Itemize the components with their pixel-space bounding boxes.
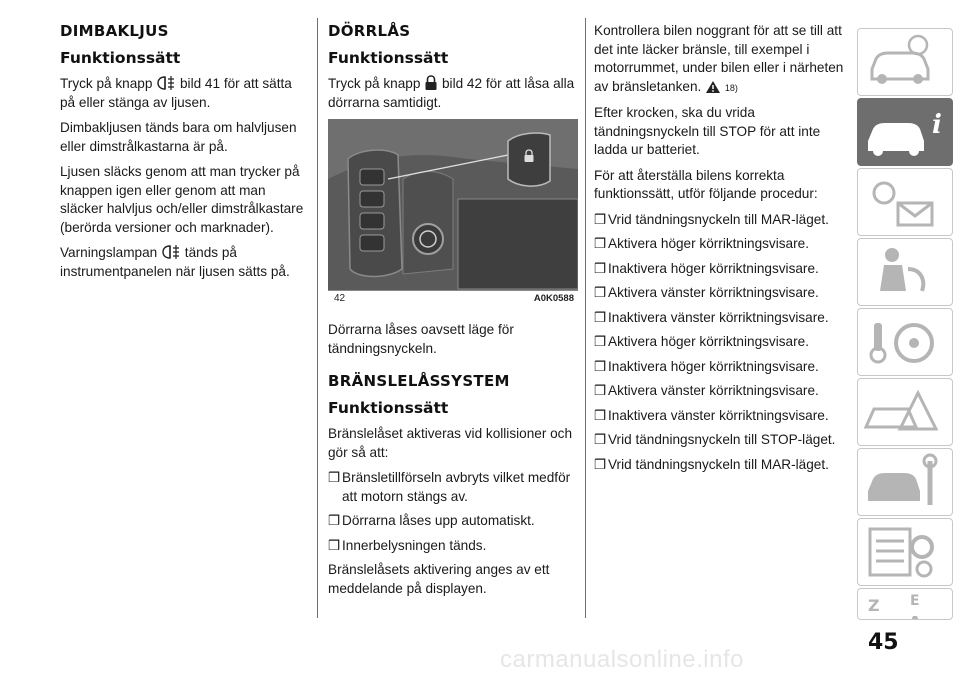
figure-caption-bar (328, 290, 578, 309)
rear-fog-light-icon (156, 75, 176, 91)
list-item-text: Inaktivera höger körriktningsvisare. (608, 260, 819, 276)
emergency-triangle-icon (858, 379, 952, 445)
list-item (594, 333, 844, 352)
list-item (594, 235, 844, 254)
procedure-steps (594, 211, 844, 475)
paragraph: För att återställa bilens korrekta funktionssätt, utför följande procedur: (594, 167, 818, 201)
sidebar-tab-car-maintenance[interactable] (857, 448, 953, 516)
list-item (594, 284, 844, 303)
paragraph: Dörrarna låses oavsett läge för tändningsnyckeln. (328, 322, 514, 356)
section-title-dorrlas: DÖRRLÅS (328, 22, 411, 40)
column-dimbakljus (60, 22, 310, 288)
text: Varningslampan (60, 245, 158, 260)
technical-data-icon (858, 519, 952, 585)
key-steering-wheel-icon (858, 309, 952, 375)
paragraph: Ljusen släcks genom att man trycker på knappen igen eller genom att man släcker halvljus och/eller dimstrålkastare (berörda versioner och marknader). (60, 164, 304, 235)
bullet-marker: ❒ (594, 309, 607, 325)
car-maintenance-icon (858, 449, 952, 515)
list-item-text: Dörrarna låses upp automatiskt. (342, 513, 535, 528)
column-dorrlas (328, 22, 578, 605)
warning-triangle-icon (705, 80, 721, 94)
bullet-marker: ❒ (594, 358, 607, 374)
column-divider (317, 18, 318, 618)
list-item-text: Inaktivera vänster körriktningsvisare. (608, 407, 829, 423)
reference-number: 18) (724, 82, 738, 93)
svg-text:A (908, 613, 922, 619)
list-item-text: Vrid tändningsnyckeln till MAR-läget. (608, 456, 829, 472)
svg-text:Z: Z (868, 596, 880, 615)
list-item (594, 431, 844, 450)
section-title-dimbakljus: DIMBAKLJUS (60, 22, 169, 40)
list-item (328, 537, 578, 556)
figure-number: 42 (334, 293, 346, 304)
subsection-title: Funktionssätt (60, 49, 181, 67)
sidebar-tab-alphabetical-index[interactable] (857, 588, 953, 620)
list-item-text: Vrid tändningsnyckeln till MAR-läget. (608, 211, 829, 227)
bullet-marker: ❒ (594, 432, 607, 447)
list-item-text: Aktivera vänster körriktningsvisare. (608, 285, 819, 300)
bullet-marker: ❒ (594, 260, 607, 276)
subsection-title: Funktionssätt (328, 399, 449, 417)
bullet-marker: ❒ (594, 383, 607, 398)
paragraph: Dimbakljusen tänds bara om halvljusen eller dimstrålkastarna är på. (60, 120, 297, 154)
bullet-marker: ❒ (594, 407, 607, 423)
list-item-text: Aktivera vänster körriktningsvisare. (608, 383, 819, 398)
section-title-branslelassystem: BRÄNSLELÅSSYSTEM (328, 372, 510, 390)
list-item (594, 309, 844, 328)
subsection-title: Funktionssätt (328, 49, 449, 67)
page-number: 45 (868, 630, 899, 655)
dashboard-photo (328, 119, 578, 291)
sidebar-tab-car-info[interactable] (857, 98, 953, 166)
svg-text:i: i (932, 110, 942, 140)
figure-door-lock-button (328, 119, 578, 309)
bullet-list (328, 469, 578, 555)
column-procedure (594, 22, 844, 480)
list-item-text: Aktivera höger körriktningsvisare. (608, 236, 809, 251)
text: tänds på instrumentpanelen när ljusen sätts på. (60, 245, 290, 279)
bullet-marker: ❒ (328, 537, 341, 553)
sidebar-tab-seatbelt-airbag[interactable] (857, 238, 953, 306)
rear-fog-warning-lamp-icon (161, 244, 181, 260)
car-dashboard-icon (858, 29, 952, 95)
watermark: carmanualsonline.info (500, 646, 744, 673)
bullet-marker: ❒ (328, 470, 341, 485)
paragraph (60, 244, 310, 281)
list-item-text: Vrid tändningsnyckeln till STOP-läget. (608, 432, 836, 447)
paragraph (60, 75, 310, 112)
alphabetical-index-icon (858, 589, 952, 619)
paragraph: Efter krocken, ska du vrida tändningsnyckeln till STOP för att inte ladda ur batteriet. (594, 105, 821, 157)
bullet-marker: ❒ (594, 285, 607, 300)
list-item (328, 469, 578, 506)
bullet-marker: ❒ (594, 334, 607, 349)
sidebar-tab-technical-data[interactable] (857, 518, 953, 586)
list-item-text: Inaktivera höger körriktningsvisare. (608, 358, 819, 374)
list-item (328, 512, 578, 531)
text: Tryck på knapp (60, 76, 153, 91)
list-item (594, 358, 844, 377)
figure-code: A0K0588 (533, 293, 574, 304)
text: Kontrollera bilen noggrant för att se till att det inte läcker bränsle, till exempel i motorrummet, under bilen eller i närheten av bränsletanken. (594, 23, 844, 94)
bullet-marker: ❒ (594, 236, 607, 251)
paragraph (594, 22, 844, 97)
svg-text:E: E (910, 593, 920, 609)
list-item (594, 260, 844, 279)
sidebar-tab-emergency-triangle[interactable] (857, 378, 953, 446)
lock-icon (424, 75, 438, 91)
list-item-text: Aktivera höger körriktningsvisare. (608, 334, 809, 349)
paragraph: Bränslelåset aktiveras vid kollisioner och gör så att: (328, 426, 573, 460)
text: bild 41 för att sätta på eller stänga av ljusen. (60, 76, 292, 110)
column-divider (585, 18, 586, 618)
list-item (594, 456, 844, 475)
warning-lights-message-icon (858, 169, 952, 235)
list-item (594, 407, 844, 426)
list-item-text: Inaktivera vänster körriktningsvisare. (608, 309, 829, 325)
list-item-text: Bränsletillförseln avbryts vilket medför att motorn stängs av. (342, 470, 571, 504)
bullet-marker: ❒ (594, 456, 607, 472)
paragraph (328, 75, 578, 112)
sidebar-tab-key-steering-wheel[interactable] (857, 308, 953, 376)
list-item (594, 211, 844, 230)
car-info-icon (858, 99, 952, 165)
paragraph: Bränslelåsets aktivering anges av ett meddelande på displayen. (328, 562, 550, 596)
seatbelt-airbag-icon (858, 239, 952, 305)
text: bild 42 för att låsa alla dörrarna samtidigt. (328, 76, 575, 110)
bullet-marker: ❒ (594, 211, 607, 227)
list-item (594, 382, 844, 401)
sidebar-tab-warning-lights-message[interactable] (857, 168, 953, 236)
text: Tryck på knapp (328, 76, 421, 91)
sidebar-tab-car-dashboard[interactable] (857, 28, 953, 96)
list-item-text: Innerbelysningen tänds. (342, 537, 487, 553)
bullet-marker: ❒ (328, 513, 341, 528)
